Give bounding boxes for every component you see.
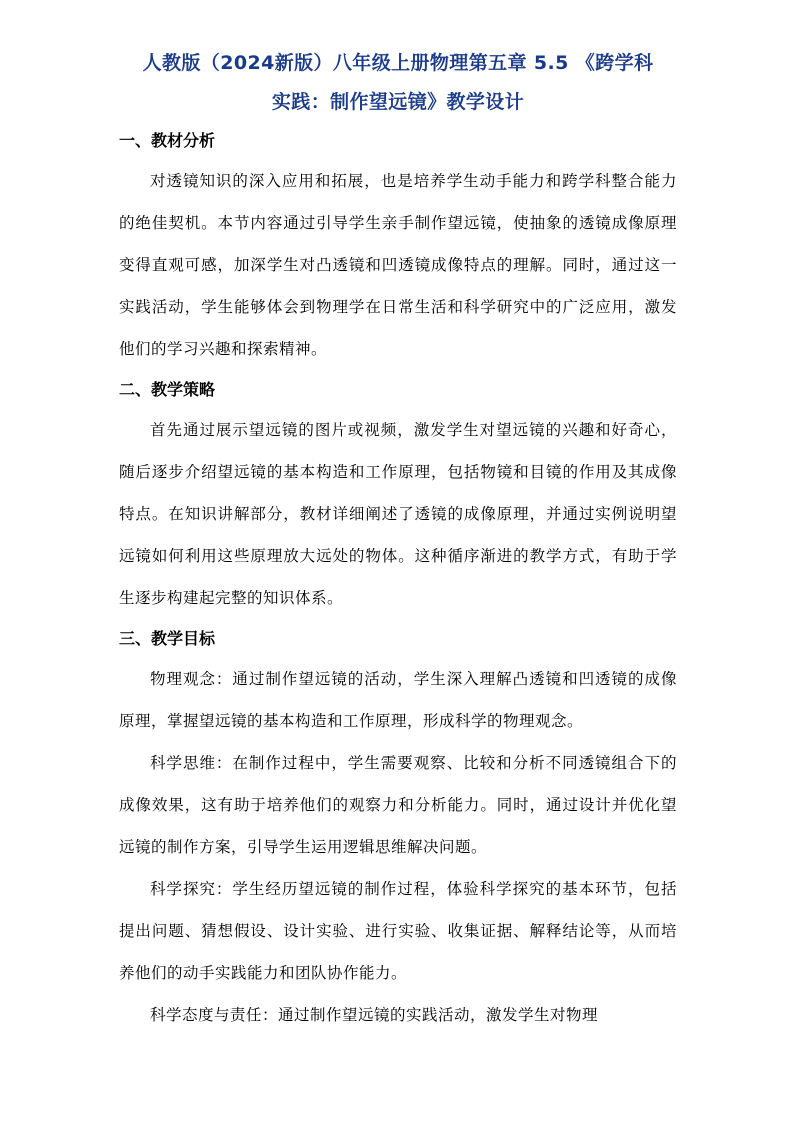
section-heading-teaching-goals: 三、教学目标: [119, 629, 216, 648]
paragraph-goal-physics-concept: 物理观念：通过制作望远镜的活动，学生深入理解凸透镜和凹透镜的成像原理，掌握望远镜的基本构造和工作原理，形成科学的物理观念。: [119, 670, 677, 730]
document-page: [119, 44, 677, 1036]
title-line-2: 实践：制作望远镜》教学设计: [271, 91, 525, 113]
paragraph-goal-scientific-thinking: 科学思维：在制作过程中，学生需要观察、比较和分析不同透镜组合下的成像效果，这有助于培养他们的观察力和分析能力。同时，通过设计并优化望远镜的制作方案，引导学生运用逻辑思维解决问题。: [119, 754, 677, 856]
paragraph-textbook-analysis: 对透镜知识的深入应用和拓展，也是培养学生动手能力和跨学科整合能力的绝佳契机。本节内容通过引导学生亲手制作望远镜，使抽象的透镜成像原理变得直观可感，加深学生对凸透镜和凹透镜成像特点的理解。同时，通过这一实践活动，学生能够体会到物理学在日常生活和科学研究中的广泛应用，激发他们的学习兴趣和探索精神。: [119, 172, 677, 358]
section-heading-teaching-strategy: 二、教学策略: [119, 380, 216, 399]
section-heading-textbook-analysis: 一、教材分析: [119, 131, 216, 150]
title-line-1: 人教版（2024新版）八年级上册物理第五章 5.5 《跨学科: [142, 52, 654, 74]
paragraph-teaching-strategy: 首先通过展示望远镜的图片或视频，激发学生对望远镜的兴趣和好奇心，随后逐步介绍望远镜的基本构造和工作原理，包括物镜和目镜的作用及其成像特点。在知识讲解部分，教材详细阐述了透镜的成像原理，并通过实例说明望远镜如何利用这些原理放大远处的物体。这种循序渐进的教学方式，有助于学生逐步构建起完整的知识体系。: [119, 421, 677, 607]
paragraph-goal-scientific-inquiry: 科学探究：学生经历望远镜的制作过程，体验科学探究的基本环节，包括提出问题、猜想假设、设计实验、进行实验、收集证据、解释结论等，从而培养他们的动手实践能力和团队协作能力。: [119, 880, 677, 982]
paragraph-goal-attitude-responsibility: 科学态度与责任：通过制作望远镜的实践活动，激发学生对物理: [150, 1006, 599, 1024]
document-title: [119, 44, 677, 122]
